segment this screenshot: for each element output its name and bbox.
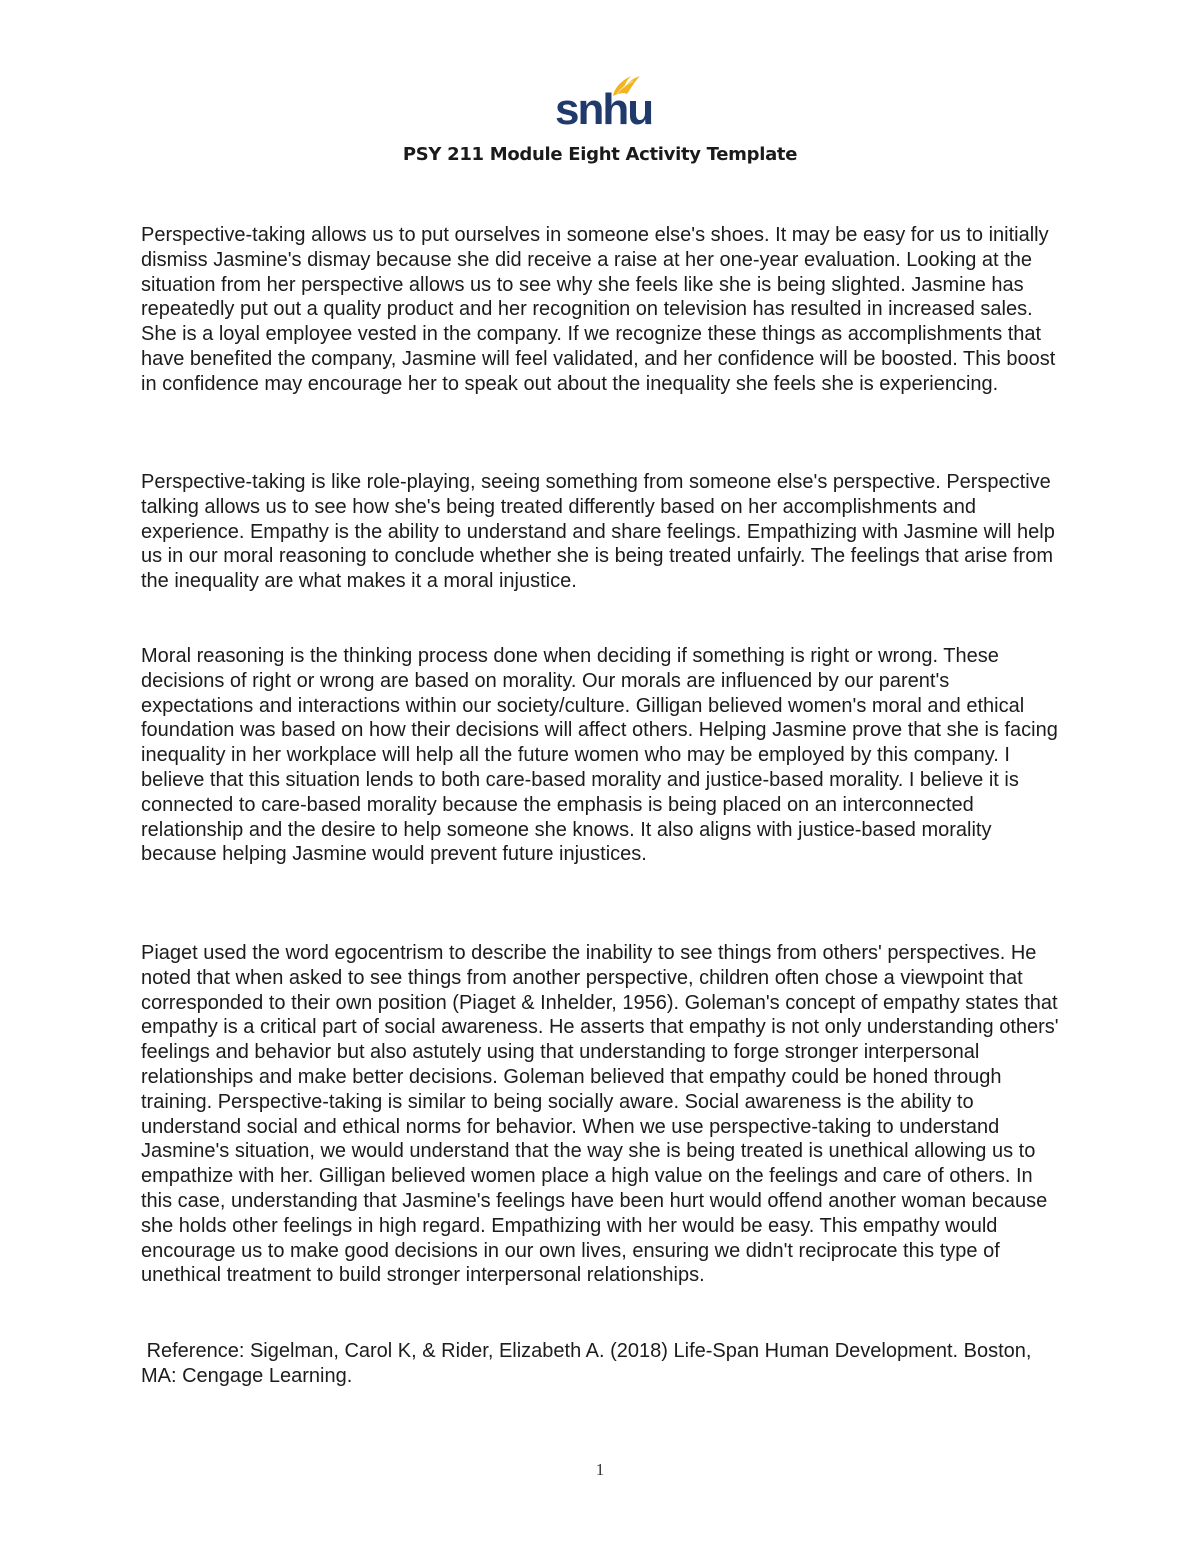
reference-citation: Reference: Sigelman, Carol K, & Rider, Elizabeth A. (2018) Life-Span Human Development. Boston, MA: Cengage Learning. (141, 1340, 1038, 1387)
paragraph-perspective-taking: Perspective-taking allows us to put ourselves in someone else's shoes. It may be easy for us to initially dismiss Jasmine's dismay because she did receive a raise at her one-year evaluation. Looking at the situation from her perspective allows us to see why she feels like she is being slighted. Jasmine has repeatedly put out a quality product and her recognition on television has resulted in increased sales. She is a loyal employee vested in the company. If we recognize these things as accomplishments that have benefited the company, Jasmine will feel validated, and her confidence will be boosted. This boost in confidence may encourage her to speak out about the inequality she feels she is experiencing. (141, 224, 1056, 395)
document-title: PSY 211 Module Eight Activity Template (402, 144, 798, 165)
snhu-logo (555, 70, 653, 134)
paragraph-egocentrism: Piaget used the word egocentrism to describe the inability to see things from others' perspectives. He noted that when asked to see things from another perspective, children often chose a viewpoint that corresponded to their own position (Piaget & Inhelder, 1956). Goleman's concept of empathy states that empathy is a critical part of social awareness. He asserts that empathy is not only understanding others' feelings and behavior but also astutely using that understanding to forge stronger interpersonal relationships and make better decisions. Goleman believed that empathy could be honed through training. Perspective-taking is similar to being socially aware. Social awareness is the ability to understand social and ethical norms for behavior. When we use perspective-taking to understand Jasmine's situation, we would understand that the way she is being treated is unethical allowing us to empathize with her. Gilligan believed women place a high value on the feelings and care of others. In this case, understanding that Jasmine's feelings have been hurt would offend another woman because she holds other feelings in high regard. Empathizing with her would be easy. This empathy would encourage us to make good decisions in our own lives, ensuring we didn't reciprocate this type of unethical treatment to build stronger interpersonal relationships. (141, 942, 1059, 1287)
logo-wordmark: snhu (555, 85, 653, 134)
paragraph-empathy: Perspective-taking is like role-playing, seeing something from someone else's perspective. Perspective talking allows us to see how she's being treated differently based on her accomplishments and experience. Empathy is the ability to understand and share feelings. Empathizing with Jasmine will help us in our moral reasoning to conclude whether she is being treated unfairly. The feelings that arise from the inequality are what makes it a moral injustice. (141, 471, 1055, 593)
paragraph-moral-reasoning: Moral reasoning is the thinking process done when deciding if something is right or wrong. These decisions of right or wrong are based on morality. Our morals are influenced by our parent's expectations and interactions within our society/culture. Gilligan believed women's moral and ethical foundation was based on how their decisions will affect others. Helping Jasmine prove that she is facing inequality in her workplace will help all the future women who may be employed by this company. I believe that this situation lends to both care-based morality and justice-based morality. I believe it is connected to care-based morality because the emphasis is being placed on an interconnected relationship and the desire to help someone she knows. It also aligns with justice-based morality because helping Jasmine would prevent future injustices. (141, 645, 1058, 866)
page-number: 1 (595, 1460, 605, 1479)
